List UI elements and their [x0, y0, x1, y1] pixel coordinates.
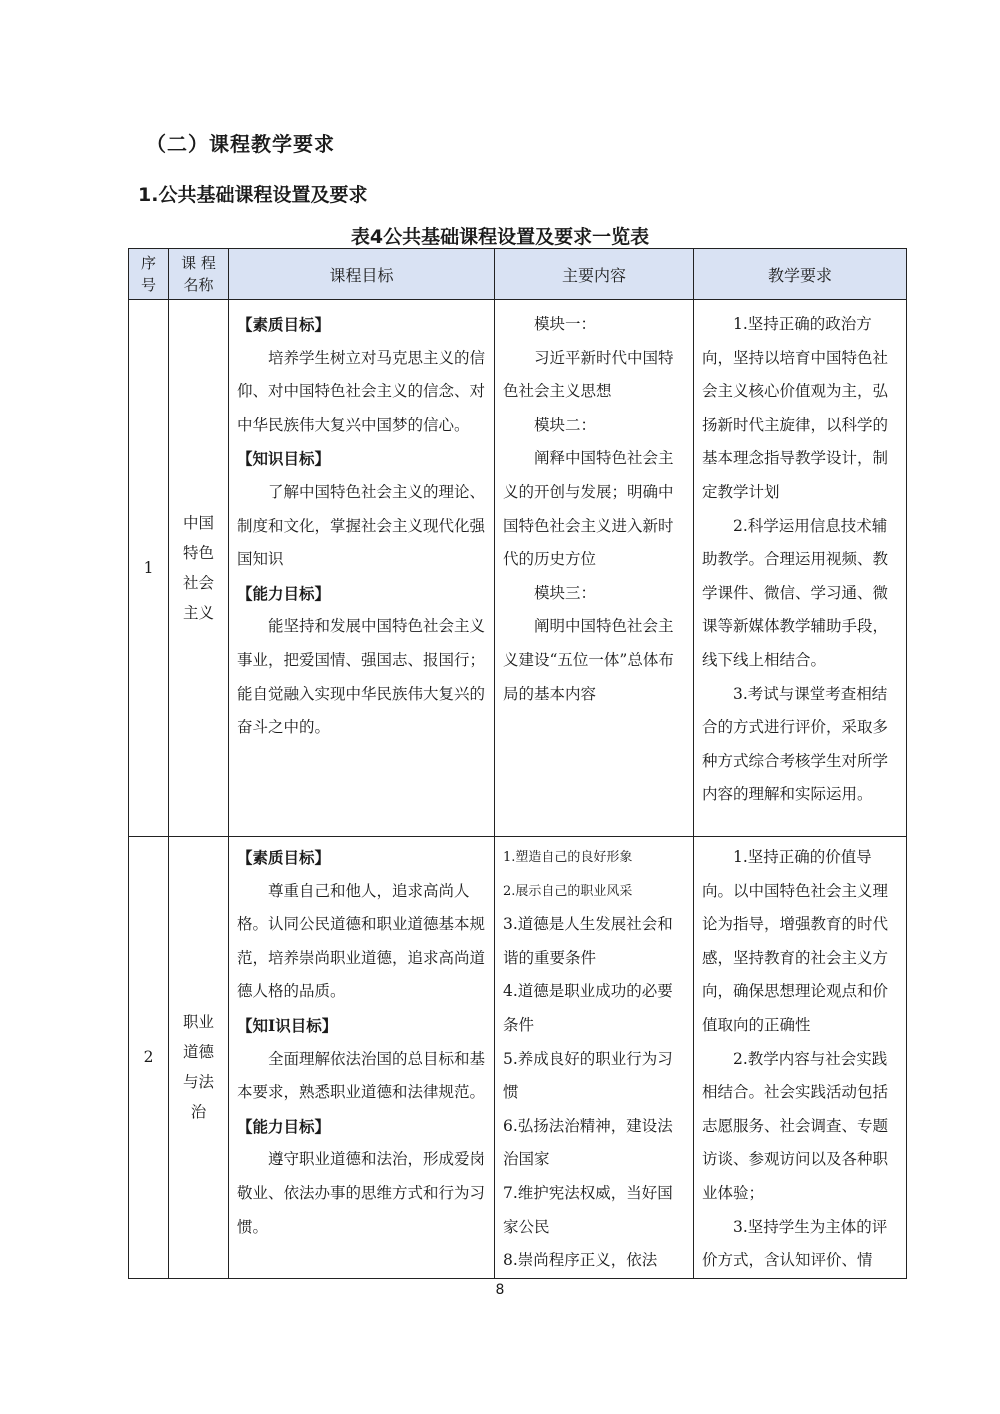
- table-header-row: [129, 249, 907, 300]
- row-content: [495, 837, 694, 1279]
- header-name: [169, 249, 229, 300]
- content-line: 习近平新时代中国特色社会主义思想: [503, 348, 674, 401]
- row-goals: [229, 837, 495, 1279]
- course-name-line: 治: [190, 1103, 207, 1121]
- content-line: 1.塑造自己的良好形象: [503, 850, 633, 865]
- requirement-item: 2.科学运用信息技术辅助教学。合理运用视频、教学课件、微信、学习通、微课等新媒体教学辅助手段，线下线上相结合。: [702, 516, 889, 669]
- course-name-line: 特色: [182, 544, 214, 562]
- goal-heading: 【素质目标】: [237, 315, 331, 334]
- course-name-line: 主义: [182, 604, 214, 622]
- goal-text: 遵守职业道德和法治，形成爱岗敬业、依法办事的思维方式和行为习惯。: [237, 1150, 486, 1236]
- header-goal: 课程目标: [229, 249, 495, 300]
- requirement-item: 3.坚持学生为主体的评价方式，含认知评价、情: [702, 1217, 888, 1270]
- goal-text: 培养学生树立对马克思主义的信仰、对中国特色社会主义的信念、对中华民族伟大复兴中国梦的信心。: [237, 348, 486, 434]
- goal-heading: 【能力目标】: [237, 583, 331, 603]
- header-content: 主要内容: [495, 249, 694, 300]
- header-index-line: 号: [140, 276, 156, 294]
- course-name-line: 道德: [182, 1043, 214, 1061]
- row-course-name: [169, 837, 229, 1279]
- row-requirements: [694, 300, 907, 837]
- course-name-line: 职业: [182, 1013, 214, 1031]
- goal-heading: 【能力目标】: [237, 1116, 331, 1136]
- requirement-item: 2.教学内容与社会实践相结合。社会实践活动包括志愿服务、社会调查、专题访谈、参观访问以及各种职业体验；: [702, 1049, 889, 1202]
- content-line: 模块二：: [534, 415, 597, 434]
- content-line: 3.道德是人生发展社会和谐的重要条件: [503, 915, 673, 967]
- content-line: 5.养成良好的职业行为习惯: [503, 1049, 673, 1102]
- requirement-item: 1.坚持正确的政治方向，坚持以培育中国特色社会主义核心价值观为主，弘扬新时代主旋律，以科学的基本理念指导教学设计，制定教学计划: [702, 315, 889, 501]
- course-name-line: 社会: [182, 574, 214, 592]
- goal-text: 了解中国特色社会主义的理论、制度和文化，掌握社会主义现代化强国知识: [237, 482, 486, 569]
- row-index: 2: [129, 837, 169, 1279]
- header-index-line: 序: [140, 254, 156, 272]
- content-line: 阐释中国特色社会主义的开创与发展；明确中国特色社会主义进入新时代的历史方位: [503, 449, 674, 569]
- course-name-line: 与法: [182, 1073, 214, 1091]
- row-index: 1: [129, 300, 169, 837]
- course-table: [128, 248, 907, 1279]
- table-row: [129, 300, 907, 837]
- content-line: 阐明中国特色社会主义建设“五位一体”总体布局的基本内容: [503, 617, 674, 703]
- row-content: [495, 300, 694, 837]
- content-line: 模块一：: [534, 315, 597, 333]
- goal-text: 能坚持和发展中国特色社会主义事业，把爱国情、强国志、报国行；能自觉融入实现中华民族伟大复兴的奋斗之中的。: [237, 617, 486, 737]
- goal-heading: 【素质目标】: [237, 848, 331, 867]
- subsection-heading: 1.公共基础课程设置及要求: [138, 184, 368, 206]
- requirement-item: 1.坚持正确的价值导向。以中国特色社会主义理论为指导，增强教育的时代感，坚持教育的社会主义方向，确保思想理论观点和价值取向的正确性: [702, 848, 889, 1034]
- table-row: [129, 837, 907, 1279]
- goal-text: 全面理解依法治国的总目标和基本要求，熟悉职业道德和法律规范。: [237, 1049, 486, 1102]
- requirement-item: 3.考试与课堂考查相结合的方式进行评价，采取多种方式综合考核学生对所学内容的理解和实际运用。: [702, 684, 889, 804]
- goal-text: 尊重自己和他人，追求高尚人格。认同公民道德和职业道德基本规范，培养崇尚职业道德，追求高尚道德人格的品质。: [237, 881, 486, 1001]
- goal-heading: 【知I识目标】: [237, 1015, 338, 1035]
- section-heading: （二）课程教学要求: [146, 132, 335, 156]
- page-number: 8: [495, 1282, 505, 1298]
- content-line: 8.崇尚程序正义，依法: [503, 1251, 658, 1270]
- header-name-line: 名称: [183, 276, 214, 294]
- row-goals: [229, 300, 495, 837]
- course-name-line: 中国: [182, 514, 214, 532]
- goal-heading: 【知识目标】: [237, 449, 331, 469]
- table-caption: 表4公共基础课程设置及要求一览表: [350, 226, 650, 248]
- header-index: [129, 249, 169, 300]
- content-line: 7.维护宪法权威，当好国家公民: [503, 1183, 673, 1236]
- content-line: 4.道德是职业成功的必要条件: [503, 982, 673, 1034]
- content-line: 2.展示自己的职业风采: [503, 883, 633, 899]
- row-course-name: [169, 300, 229, 837]
- content-line: 6.弘扬法治精神，建设法治国家: [503, 1116, 673, 1169]
- header-name-line: 课 程: [181, 254, 216, 272]
- content-line: 模块三：: [534, 583, 597, 602]
- row-requirements: [694, 837, 907, 1279]
- header-requirement: 教学要求: [694, 249, 907, 300]
